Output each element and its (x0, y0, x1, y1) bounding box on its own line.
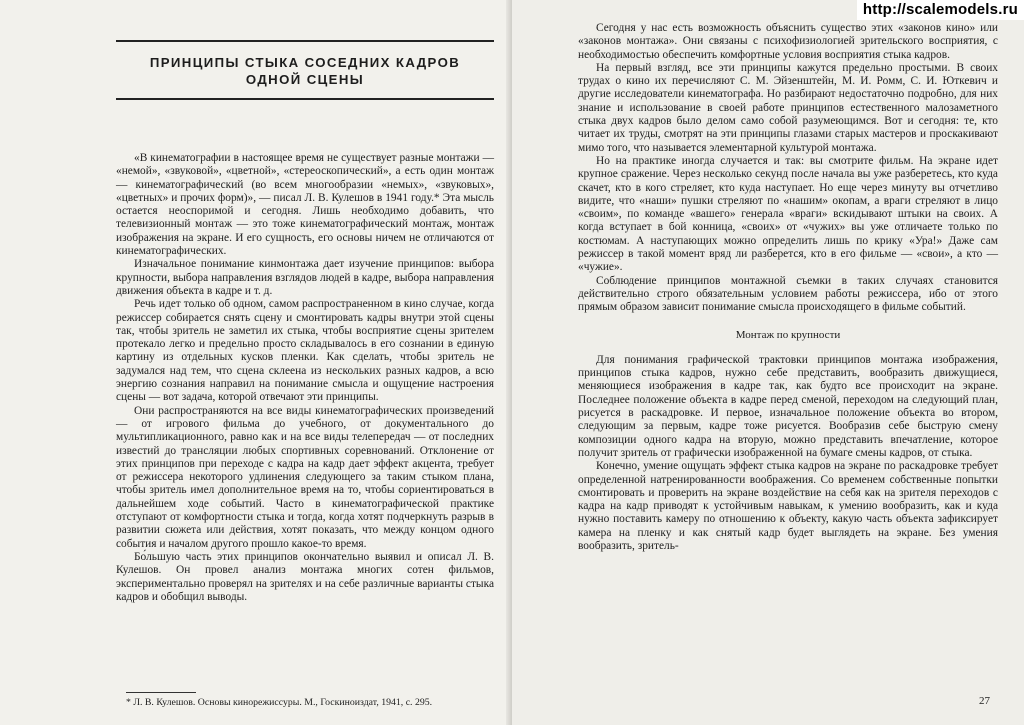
left-text-column (116, 152, 494, 604)
paragraph: Для понимания графической трактовки принципов монтажа изображения, принципов стыка кадров, нужно себе представить, вообразить движущиеся, меняющиеся изображения в кадре так, как будто все происходит на экране. Последнее положение объекта в кадре перед сменой, переходом на следующий план, рисуется в раскадровке. И первое, изначальное положение объекта во втором, следующим за первым, кадре тоже рисуется. Вообразив себе быструю смену композиции одного кадра на вторую, можно представить впечатление, которое получит зритель от графически изображенной на бумаге смены кадров, от стыка. (578, 353, 998, 459)
right-page (512, 0, 1024, 725)
title-bottom-rule (116, 98, 494, 100)
paragraph: На первый взгляд, все эти принципы кажутся предельно простыми. В своих трудах о кино их перечисляют С. М. Эйзенштейн, М. И. Ромм, С. И. Юткевич и другие исследователи кинематографа. Но разбирают недостаточно подробно, для них знание и использование в своей работе принципов естественного малозаметного стыка двух кадров было делом само собой разумеющимся. Вот и сегодня: те, кто читает их труды, смотрят на эти принципы глазами старых мастеров и проскакивают мимо того, что называется элементарной культурой монтажа. (578, 61, 998, 154)
paragraph: Сегодня у нас есть возможность объяснить существо этих «законов кино» или «законов монтажа». Они связаны с психофизиологией зрительского восприятия, с необходимостью обеспечить комфортные условия восприятия стыка кадров. (578, 22, 998, 61)
paragraph: Речь идет только об одном, самом распространенном в кино случае, когда режиссер собирается снять сцену и смонтировать кадры внутри этой сцены так, чтобы зритель не заметил их стыка, чтобы восприятие сцены зрителем протекало легко и предельно просто складывалось в его сознании в единую картину из отдельных кусков пленки. Как сделать, чтобы зритель не задумался над тем, что сцена склеена из нескольких разных кадров, а всю энергию сознания направил на понимание смысла и ощущение настроения сцены — вот задача, которой отвечают эти принципы. (116, 298, 494, 404)
right-text-column (578, 22, 998, 553)
paragraph: Они распространяются на все виды кинематографических произведений — от игрового фильма до учебного, от документального до мультипликационного, равно как и на все виды телепередач — от последних известий до трансляции любых спортивных соревнований. Отклонение от этих принципов при переходе с кадра на кадр дает эффект акцента, требует от режиссера некоторого удлинения следующего за таким стыком плана, чтобы зритель имел дополнительное время на то, чтобы сориентироваться в дальнейшем ходе событий. Часто в кинематографической практике отступают от комфортности стыка и тогда, когда хотят подчеркнуть разрыв в развитии сюжета или действия, хотят показать, что между концом одного события и началом другого прошло какое-то время. (116, 404, 494, 550)
paragraph: «В кинематографии в настоящее время не существует разные монтажи — «немой», «звуковой», «цветной», «стереоскопический», а есть один монтаж — кинематографический (во всем многообразии «немых», «звуковых», «цветных» и прочих форм)», — писал Л. В. Кулешов в 1941 году.* Эта мысль остается неоспоримой и сегодня. Лишь необходимо добавить, что телевизионный монтаж — это тоже кинематографический монтаж, монтаж изображения на экране. И его сущность, его основы ничем не отличаются от кинематографических. (116, 152, 494, 258)
page-number: 27 (979, 695, 990, 707)
paragraph: Соблюдение принципов монтажной съемки в таких случаях становится действительно строго обязательным условием работы режиссера, ибо от этого прямым образом зависит понимание смысла происходящего в фильме событий. (578, 274, 998, 314)
paragraph: Но на практике иногда случается и так: вы смотрите фильм. На экране идет крупное сражение. Через несколько секунд после начала вы уже разберетесь, кто куда скачет, кто в кого стреляет, кто куда наступает. Но еще через минуту вы отчетливо видите, что «наши» пушки стреляют по «нашим» окопам, а враги стреляют в лицо «своим», по команде «вашего» генерала «враги» вскидывают штыки на своих. А когда вступает в бой конница, «своих» от «чужих» вы уже отличаете только по костюмам. А наступающих можно определить лишь по крику «Ура!» Даже сам режиссер в такой момент вряд ли разберется, кто в его фильме — «свои», а кто — «чужие». (578, 154, 998, 274)
footnote-rule (126, 692, 196, 693)
paragraph: Изначальное понимание кинмонтажа дает изучение принципов: выбора крупности, выбора направления взглядов людей в кадре, выбора направления движения объекта в кадре и т. д. (116, 258, 494, 297)
source-watermark: http://scalemodels.ru (857, 0, 1024, 20)
footnote-text: * Л. В. Кулешов. Основы кинорежиссуры. М., Госкиноиздат, 1941, с. 295. (126, 697, 433, 708)
chapter-title-line-2: ОДНОЙ СЦЕНЫ (245, 72, 365, 87)
title-top-rule (116, 40, 494, 42)
footnote (126, 684, 496, 709)
chapter-title (116, 54, 494, 88)
section-subheading: Монтаж по крупности (735, 328, 841, 341)
chapter-title-line-1: ПРИНЦИПЫ СТЫКА СОСЕДНИХ КАДРОВ (149, 55, 461, 70)
paragraph: Бо́льшую часть этих принципов окончательно выявил и описал Л. В. Кулешов. Он провел анализ монтажа многих сотен фильмов, экспериментально проверял на зрителях и на себе различные варианты стыка кадров и обобщил выводы. (116, 550, 494, 603)
paragraph: Конечно, умение ощущать эффект стыка кадров на экране по раскадровке требует определенной натренированности воображения. Со временем собственные попытки смонтировать и проверить на экране воздействие на себя как на зрителя переходов с кадра на кадр приводят к устойчивым навыкам, к умению вообразить, как и куда нужно поставить камеру по отношению к объекту, какую часть объекта зафиксирует камера на пленку и как снятый кадр будет выглядеть на экране. Без умения вообразить, зритель- (578, 460, 998, 552)
